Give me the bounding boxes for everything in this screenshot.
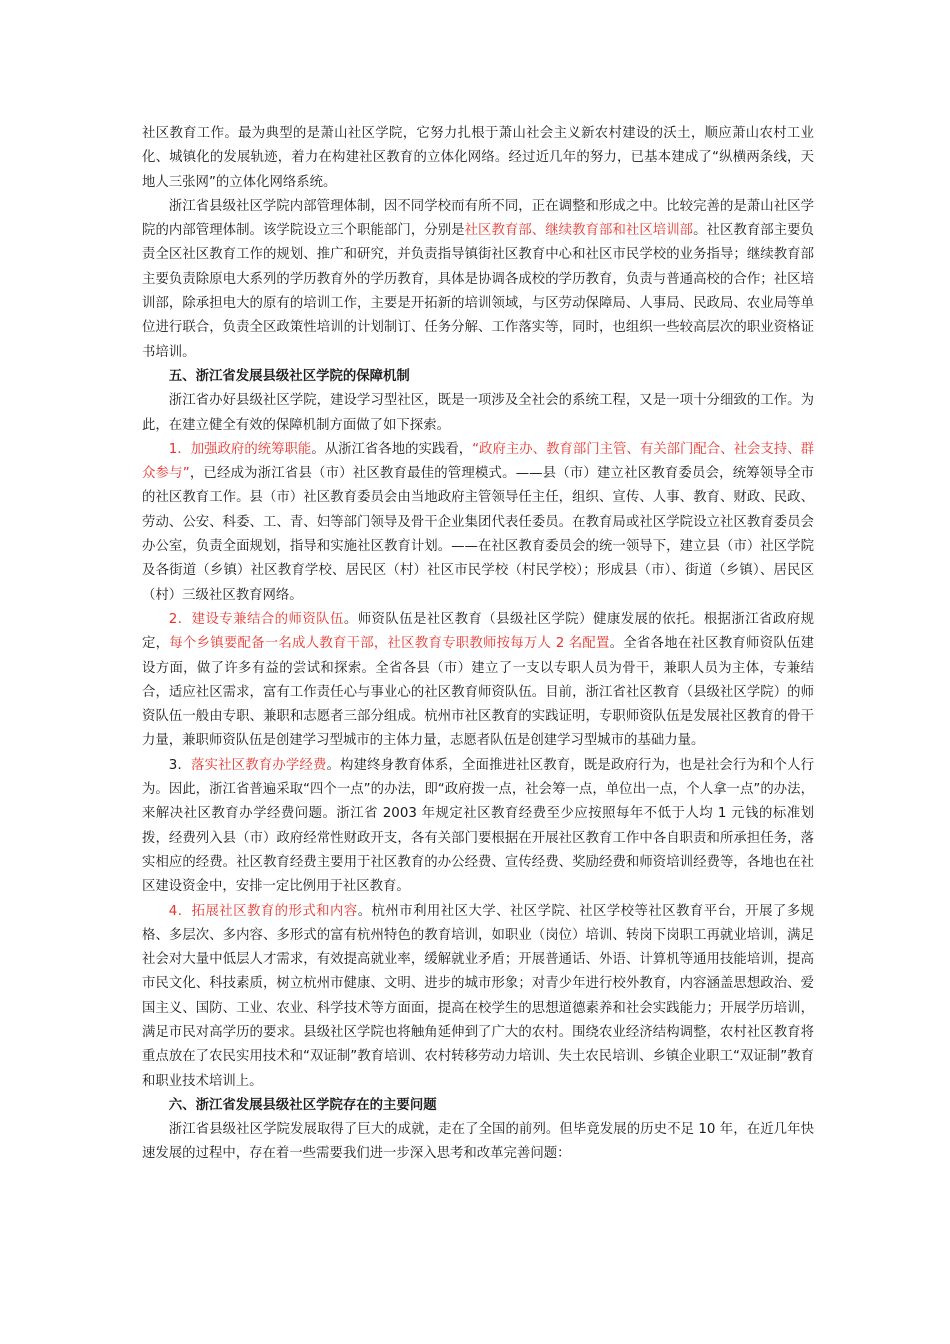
highlight-departments: 社区教育部、继续教育部和社区培训部	[464, 223, 694, 239]
paragraph-item-3	[142, 754, 814, 900]
text-run: 。师资队伍是社区教育（县级社区学院）健康发展的依托。根据浙江省政府规定，	[142, 611, 814, 652]
text-run: 。杭州市利用社区大学、社区学院、社区学校等社区教育平台，开展了多规格、多层次、多内容、多形式的富有杭州特色的教育培训，如职业（岗位）培训、转岗下岗职工再就业培训，满足社会对大量中低层人才需求，有效提高就业率，缓解就业矛盾；开展普通话、外语、计算机等通用技能培训，提高市民文化、科技素质，树立杭州市健康、文明、进步的城市形象；对青少年进行校外教育，内容涵盖思想政治、爱国主义、国防、工业、农业、科学技术等方面面，提高在校学生的思想道德素养和社会实践能力；开展学历培训，满足市民对高学历的要求。县级社区学院也将触角延伸到了广大的农村。围绕农业经济结构调整，农村社区教育将重点放在了农民实用技术和“双证制”教育培训、农村转移劳动力培训、失土农民培训、乡镇企业职工“双证制”教育和职业技术培训上。	[142, 903, 814, 1089]
paragraph-intro-guarantee: 浙江省办好县级社区学院，建设学习型社区，既是一项涉及全社会的系统工程，又是一项十分细致的工作。为此，在建立健全有效的保障机制方面做了如下探索。	[142, 393, 814, 433]
item-2-highlight: 每个乡镇要配备一名成人教育干部，社区教育专职教师按每万人 2 名配置	[169, 636, 610, 652]
paragraph-problems-intro: 浙江省县级社区学院发展取得了巨大的成就，走在了全国的前列。但毕竟发展的历史不足 10 年，在近几年快速发展的过程中，存在着一些需要我们进一步深入思考和改革完善问题：	[142, 1122, 814, 1162]
item-1-title: 1．加强政府的统筹职能	[168, 441, 312, 457]
item-2-title: 2．建设专兼结合的师资队伍	[168, 611, 344, 627]
item-1-highlight: “政府主办、教育部门主管、有关部门配合、社会支持、群众参与”	[142, 441, 814, 482]
section-heading-5: 五、浙江省发展县级社区学院的保障机制	[168, 368, 410, 384]
text-run: 。从浙江省各地的实践看，	[311, 441, 473, 457]
text-run: ，已经成为浙江省县（市）社区教育最佳的管理模式。——县（市）建立社区教育委员会，统筹领导全市的社区教育工作。县（市）社区教育委员会由当地政府主管领导任主任，组织、宣传、人事、教育、财政、民政、劳动、公安、科委、工、青、妇等部门领导及骨干企业集团代表任委员。在教育局或社区学院设立社区教育委员会办公室，负责全面规划，指导和实施社区教育计划。——在社区教育委员会的统一领导下，建立县（市）社区学院及各街道（乡镇）社区教育学校、居民区（村）社区市民学校（村民学校）；形成县（市）、街道（乡镇）、居民区（村）三级社区教育网络。	[142, 466, 815, 603]
document-page	[142, 122, 814, 1167]
item-3-title: 落实社区教育办学经费	[191, 757, 327, 773]
text-run: 浙江省县级社区学院内部管理体制，因不同学校而有所不同，正在调整和形成之中。比较完善的是萧山社区学院的内部管理体制。该学院设立三个职能部门，分别是	[142, 198, 814, 239]
item-4-title: 4．拓展社区教育的形式和内容	[168, 903, 358, 919]
paragraph-item-1	[142, 438, 814, 608]
text-run: 。构建终身教育体系，全面推进社区教育，既是政府行为，也是社会行为和个人行为。因此，浙江省普遍采取“四个一点”的办法，即“政府拨一点，社会筹一点，单位出一点，个人拿一点”的办法，来解决社区教育办学经费问题。浙江省 2003 年规定社区教育经费至少应按照每年不低于人均 1 元钱的标准划拨，经费列入县（市）政府经常性财政开支，各有关部门要根据在开展社区教育工作中各自职责和所承担任务，落实相应的经费。社区教育经费主要用于社区教育的办公经费、宣传经费、奖励经费和师资培训经费等，各地也在社区建设资金中，安排一定比例用于社区教育。	[142, 757, 815, 895]
paragraph-item-2	[142, 608, 814, 754]
paragraph-management-system	[142, 195, 814, 365]
paragraph-item-4	[142, 900, 814, 1094]
section-heading-6: 六、浙江省发展县级社区学院存在的主要问题	[168, 1097, 437, 1113]
text-run: 。社区教育部主要负责全区社区教育工作的规划、推广和研究，并负责指导镇街社区教育中心和社区市民学校的业务指导；继续教育部主要负责除原电大系列的学历教育外的学历教育，具体是协调各成校的学历教育，负责与普通高校的合作；社区培训部，除承担电大的原有的培训工作，主要是开拓新的培训领域，与区劳动保障局、人事局、民政局、农业局等单位进行联合，负责全区政策性培训的计划制订、任务分解、工作落实等，同时，也组织一些较高层次的职业资格证书培训。	[142, 223, 815, 360]
item-3-number: 3．	[168, 757, 192, 773]
paragraph-continuation: 社区教育工作。最为典型的是萧山社区学院，它努力扎根于萧山社会主义新农村建设的沃土，顺应萧山农村工业化、城镇化的发展轨迹，着力在构建社区教育的立体化网络。经过近几年的努力，已基本建成了“纵横两条线，天地人三张网”的立体化网络系统。	[142, 126, 814, 190]
text-run: 。全省各地在社区教育师资队伍建设方面，做了许多有益的尝试和探索。全省各县（市）建立了一支以专职人员为骨干，兼职人员为主体，专兼结合，适应社区需求，富有工作责任心与事业心的社区教育师资队伍。目前，浙江省社区教育（县级社区学院）的师资队伍一般由专职、兼职和志愿者三部分组成。杭州市社区教育的实践证明，专职师资队伍是发展社区教育的骨干力量，兼职师资队伍是创建学习型城市的主体力量，志愿者队伍是创建学习型城市的基础力量。	[142, 636, 815, 749]
